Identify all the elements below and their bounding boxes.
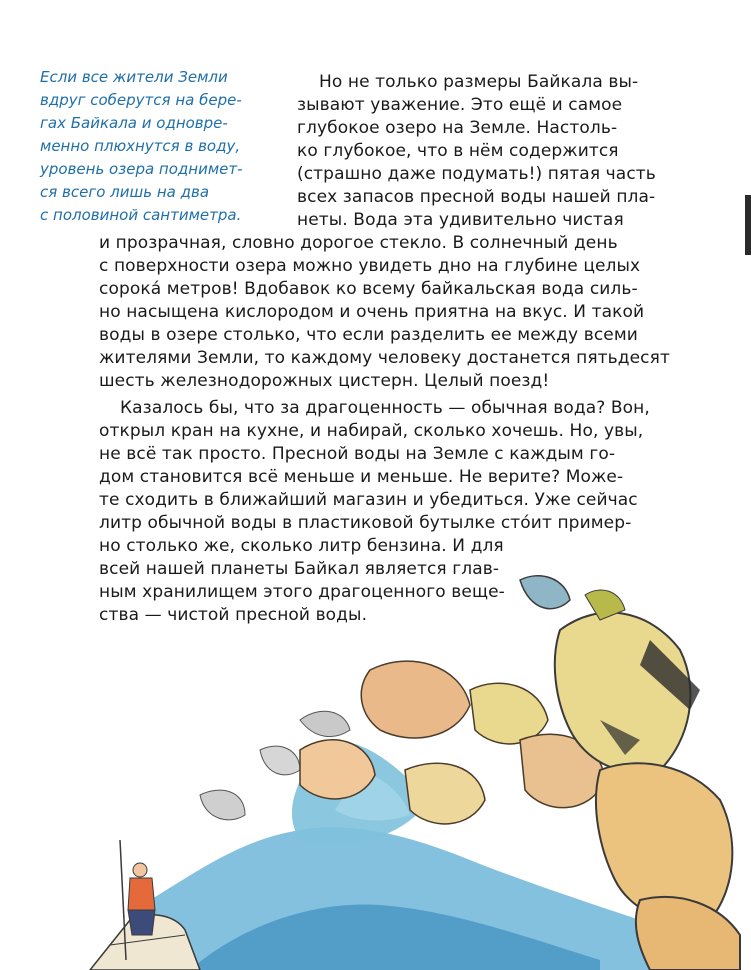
- body-line: неты. Вода эта удивительно чистая: [297, 210, 624, 230]
- sidebar-line: уровень озера поднимет-: [40, 160, 243, 178]
- body-line: жителями Земли, то каждому человеку достанется пятьдесят: [99, 348, 670, 368]
- sidebar-line: менно плюхнутся в воду,: [40, 137, 241, 155]
- sidebar-line: ся всего лишь на два: [40, 183, 210, 201]
- body-line: (страшно даже подумать!) пятая часть: [297, 164, 656, 184]
- body-line: всех запасов пресной воды нашей пла-: [297, 187, 656, 207]
- body-line: с поверхности озера можно увидеть дно на глубине целых: [99, 256, 641, 276]
- body-line: глубокое озеро на Земле. Настоль-: [297, 118, 618, 138]
- body-line: не всё так просто. Пресной воды на Земле с каждым го-: [99, 444, 616, 464]
- page-edge-mark: [745, 195, 751, 255]
- body-line: открыл кран на кухне, и набирай, сколько хочешь. Но, увы,: [99, 421, 644, 441]
- sidebar-note: [40, 66, 272, 227]
- body-line: дом становится всё меньше и меньше. Не верите? Може-: [99, 467, 624, 487]
- body-line: сорока́ метров! Вдобавок ко всему байкальская вода силь-: [99, 279, 638, 299]
- body-line: литр обычной воды в пластиковой бутылке сто́ит пример-: [99, 513, 632, 533]
- body-line: всей нашей планеты Байкал является глав-: [99, 559, 500, 579]
- body-line: шесть железнодорожных цистерн. Целый поезд!: [99, 371, 550, 391]
- body-line: те сходить в ближайший магазин и убедиться. Уже сейчас: [99, 490, 638, 510]
- sidebar-line: гах Байкала и одновре-: [40, 114, 228, 132]
- body-line: Казалось бы, что за драгоценность — обычная вода? Вон,: [120, 398, 650, 418]
- body-line: но столько же, сколько литр бензина. И для: [99, 536, 504, 556]
- body-line: и прозрачная, словно дорогое стекло. В солнечный день: [99, 233, 618, 253]
- body-line: но насыщена кислородом и очень приятна на вкус. И такой: [99, 302, 645, 322]
- sidebar-line: Если все жители Земли: [40, 68, 228, 86]
- sidebar-line: с половиной сантиметра.: [40, 206, 242, 224]
- body-line: ным хранилищем этого драгоценного веще-: [99, 582, 505, 602]
- sidebar-line: вдруг соберутся на бере-: [40, 91, 242, 109]
- body-line: воды в озере столько, что если разделить ее между всеми: [99, 325, 638, 345]
- body-line: ко глубокое, что в нём содержится: [297, 141, 619, 161]
- body-line: ства — чистой пресной воды.: [99, 605, 368, 625]
- body-line: зывают уважение. Это ещё и самое: [297, 95, 623, 115]
- body-line: Но не только размеры Байкала вы-: [319, 72, 639, 92]
